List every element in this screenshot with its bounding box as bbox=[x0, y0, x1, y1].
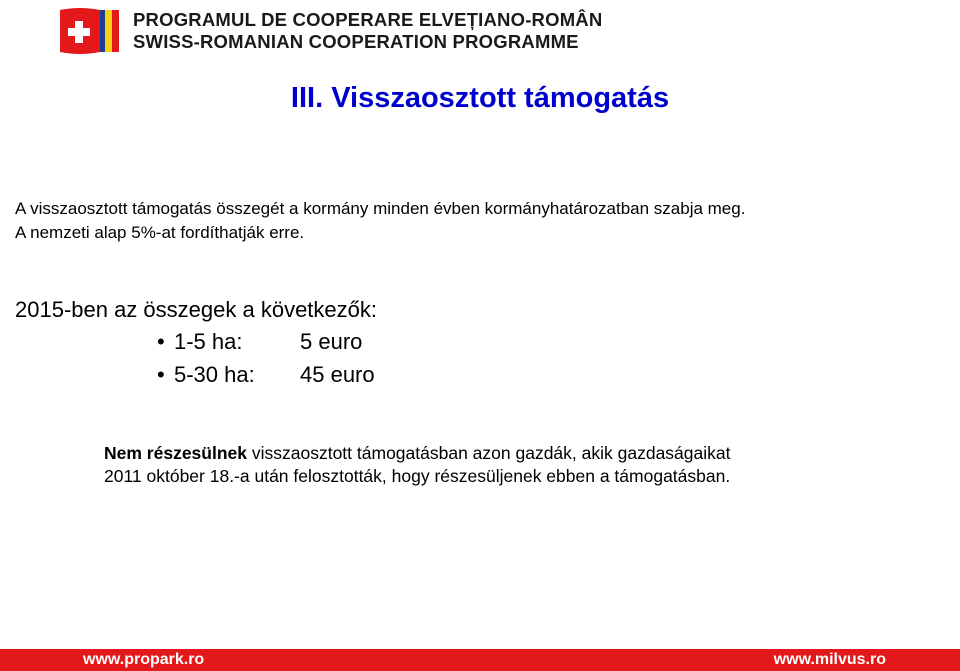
programme-name-romanian: PROGRAMUL DE COOPERARE ELVEȚIANO-ROMÂN bbox=[133, 9, 603, 30]
note-line-1-rest: visszaosztott támogatásban azon gazdák, akik gazdaságaikat bbox=[247, 443, 731, 463]
intro-paragraph bbox=[15, 197, 745, 245]
flag-yellow-stripe bbox=[105, 10, 112, 52]
slide-title: III. Visszaosztott támogatás bbox=[290, 82, 670, 114]
note-bold-lead: Nem részesülnek bbox=[104, 443, 247, 463]
footer-link-milvus[interactable]: www.milvus.ro bbox=[773, 651, 886, 668]
amounts-heading: 2015-ben az összegek a következők: bbox=[15, 297, 378, 322]
amount-value: 5 euro bbox=[300, 329, 363, 354]
area-range: 5-30 ha: bbox=[174, 362, 255, 387]
amount-value: 45 euro bbox=[300, 362, 375, 387]
footer-link-propark[interactable]: www.propark.ro bbox=[83, 651, 205, 668]
area-range: 1-5 ha: bbox=[174, 329, 243, 354]
swiss-romanian-flag-logo bbox=[58, 6, 120, 56]
flag-red-stripe bbox=[112, 10, 119, 52]
amount-row bbox=[157, 329, 362, 355]
exclusion-note bbox=[104, 442, 730, 488]
swiss-cross-horizontal bbox=[68, 28, 90, 36]
note-line-2: 2011 október 18.-a után felosztották, hogy részesüljenek ebben a támogatásban. bbox=[104, 466, 731, 486]
amount-row bbox=[157, 362, 375, 388]
bullet-icon: • bbox=[157, 329, 165, 354]
footer-bar bbox=[0, 649, 960, 671]
intro-line-1: A visszaosztott támogatás összegét a kormány minden évben kormányhatározatban szabja meg. bbox=[15, 199, 746, 218]
bullet-icon: • bbox=[157, 362, 165, 387]
note-line-1 bbox=[104, 442, 730, 465]
programme-name-english: SWISS-ROMANIAN COOPERATION PROGRAMME bbox=[133, 31, 579, 52]
intro-line-2: A nemzeti alap 5%-at fordíthatják erre. bbox=[15, 223, 305, 242]
